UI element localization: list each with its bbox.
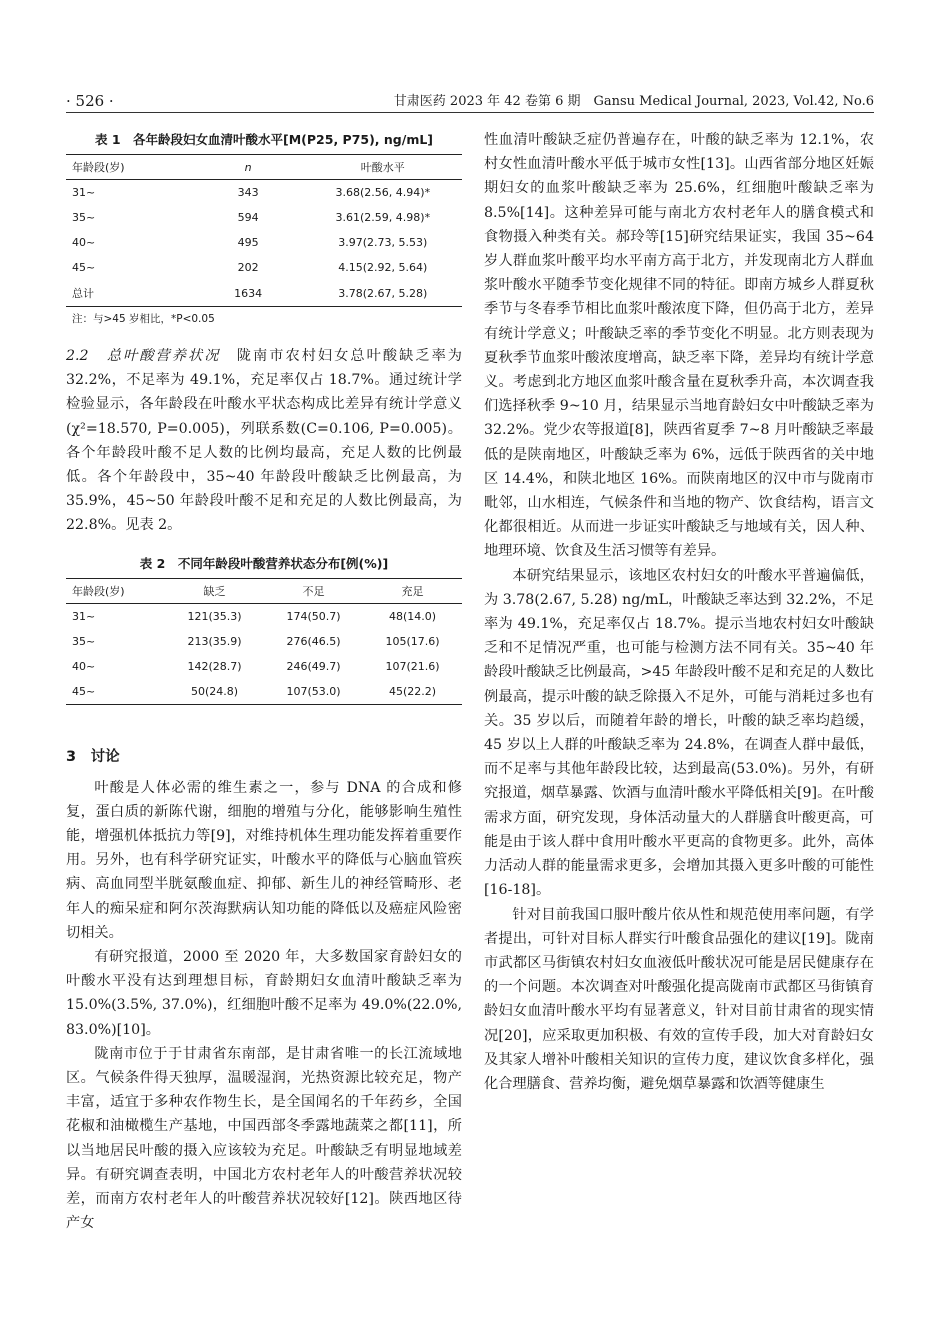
table-cell: 343 [237, 186, 259, 199]
table-cell: 1634 [193, 280, 304, 307]
table-cell: 50(24.8) [165, 679, 264, 705]
table1-header: 叶酸水平 [304, 155, 462, 180]
table1-header: n [193, 155, 304, 180]
table-cell: 105(17.6) [385, 634, 440, 648]
table2-header: 年龄段(岁) [66, 578, 165, 603]
table-cell: 35~ [72, 634, 96, 648]
table1-note: 注：与>45 岁相比，*P<0.05 [72, 313, 215, 325]
table2-title: 表 2 不同年龄段叶酸营养状态分布[例(%)] [139, 555, 389, 571]
table-cell: 总计 [66, 280, 193, 307]
paragraph: 针对目前我国口服叶酸片依从性和规范使用率问题，有学者提出，可针对目标人群实行叶酸食品强化的建议[19]。陇南市武都区马街镇农村妇女血液低叶酸状况可能是居民健康存在的一个问题。本次调查对叶酸强化提高陇南市武都区马街镇育龄妇女血清叶酸水平均有显著意义，针对目前甘肃省的现实情况[20]，应采取更加积极、有效的宣传手段，加大对育龄妇女及其家人增补叶酸相关知识的宣传力度，建议饮食多样化，强化合理膳食、营养均衡，避免烟草暴露和饮酒等健康生 [484, 906, 874, 1092]
table-row [66, 255, 462, 280]
section-2-2 [66, 344, 462, 538]
table-cell: 213(35.9) [187, 634, 242, 648]
table-cell: 40~ [72, 659, 96, 673]
table-cell: 48(14.0) [388, 609, 437, 623]
table-cell: 276(46.5) [286, 634, 341, 648]
paragraph: 陇南市位于于甘肃省东南部，是甘肃省唯一的长江流域地区。气候条件得天独厚，温暖湿润，光热资源比较充足，物产丰富，适宜于多种农作物生长，是全国闻名的千年药乡，全国花椒和油橄榄生产基地，中国西部冬季露地蔬菜之都[11]，所以当地居民叶酸的摄入应该较为充足。叶酸缺乏有明显地域差异。有研究调查表明，中国北方农村老年人的叶酸营养状况较差，而南方农村老年人的叶酸营养状况较好[12]。陕西地区待产女 [66, 1045, 462, 1232]
table-row [66, 679, 462, 705]
table-row [66, 603, 462, 629]
table-row [66, 654, 462, 679]
page-header [66, 88, 874, 113]
paragraph: 有研究报道，2000 至 2020 年，大多数国家育龄妇女的叶酸水平没有达到理想目标，育龄期妇女血清叶酸缺乏率为 15.0%(3.5%, 37.0%)，红细胞叶酸不足率为 49.0%(22.0%, 83.0%)[10]。 [66, 949, 462, 1038]
table-cell: 3.78(2.67, 5.28) [304, 280, 462, 307]
table2-header: 充足 [363, 578, 462, 603]
left-column [66, 124, 462, 1235]
table-cell: 142(28.7) [187, 659, 242, 673]
table2 [66, 578, 462, 705]
table-cell: 45~ [66, 679, 165, 705]
table-cell: 40~ [72, 236, 96, 249]
table2-header: 不足 [264, 578, 363, 603]
table-row [66, 180, 462, 206]
table-cell: 45(22.2) [363, 679, 462, 705]
table-cell: 121(35.3) [187, 609, 242, 623]
table-cell: 495 [237, 236, 259, 249]
section-2-2-text: 陇南市农村妇女总叶酸缺乏率为 32.2%，不足率为 49.1%，充足率仅占 18.7%。通过统计学检验显示，各年龄段在叶酸水平状态构成比差异有统计学意义(χ²=18.570, P=0.005)，列联系数(C=0.106, P=0.005)。各个年龄段叶酸不足人数的比例均最高，充足人数的比例最低。各个年龄段中，35~40 年龄段叶酸缺乏比例最高，为 35.9%，45~50 年龄段叶酸不足和充足的人数比例最高，为 22.8%。见表 2。 [66, 348, 462, 534]
table-cell: 31~ [72, 186, 96, 199]
table-row [66, 629, 462, 654]
table2-header: 缺乏 [165, 578, 264, 603]
section-2-2-heading: 2.2 总叶酸营养状况 [66, 348, 221, 364]
right-column [484, 128, 874, 1096]
table-cell: 35~ [72, 211, 96, 224]
table-cell: 45~ [72, 261, 96, 274]
table-cell: 107(21.6) [385, 659, 440, 673]
table-cell: 594 [237, 211, 259, 224]
table-cell: 31~ [72, 609, 96, 623]
table1 [66, 154, 462, 307]
section-3-heading: 3 讨论 [66, 748, 120, 765]
table-cell: 3.68(2.56, 4.94)* [335, 186, 431, 199]
table-cell: 4.15(2.92, 5.64) [338, 261, 428, 274]
table-cell: 107(53.0) [264, 679, 363, 705]
table-cell: 246(49.7) [286, 659, 341, 673]
page-number: · 526 · [66, 92, 114, 110]
paragraph: 性血清叶酸缺乏症仍普遍存在，叶酸的缺乏率为 12.1%，农村女性血清叶酸水平低于城市女性[13]。山西省部分地区妊娠期妇女的血浆叶酸缺乏率为 25.6%，红细胞叶酸缺乏率为 8.5%[14]。这种差异可能与南北方农村老年人的膳食模式和食物摄入种类有关。郝玲等[15]研究结果证实，我国 35~64 岁人群血浆叶酸平均水平南方高于北方，并发现南北方人群血浆叶酸水平随季节变化规律不同的特征。即南方城乡人群夏秋季节与冬春季节相比血浆叶酸浓度下降，但仍高于北方，差异有统计学意义；叶酸缺乏率的季节变化不明显。北方则表现为夏秋季节血浆叶酸浓度增高，缺乏率下降，差异均有统计学意义。考虑到北方地区血浆叶酸含量在夏秋季升高，本次调查我们选择秋季 9~10 月，结果显示当地育龄妇女中叶酸缺乏率为 32.2%。党少农等报道[8]，陕西省夏季 7~8 月叶酸缺乏率最低的是陕南地区，叶酸缺乏率为 6%，远低于陕西省的关中地区 14.4%，和陕北地区 16%。而陕南地区的汉中市与陇南市毗邻，山水相连，气候条件和当地的物产、饮食结构，语言文化都很相近。从而进一步证实叶酸缺乏与地域有关，因人种、地理环境、饮食及生活习惯等有差异。 [484, 132, 874, 560]
table-cell: 3.97(2.73, 5.53) [338, 236, 428, 249]
table-row [66, 230, 462, 255]
table-cell: 174(50.7) [286, 609, 341, 623]
table-row [66, 280, 462, 307]
table1-title: 表 1 各年龄段妇女血清叶酸水平[M(P25, P75), ng/mL] [94, 132, 434, 147]
journal-info: 甘肃医药 2023 年 42 卷第 6 期 Gansu Medical Journal, 2023, Vol.42, No.6 [393, 94, 874, 109]
table-row [66, 205, 462, 230]
paragraph: 叶酸是人体必需的维生素之一，参与 DNA 的合成和修复，蛋白质的新陈代谢，细胞的增殖与分化，能够影响生殖性能，增强机体抵抗力等[9]，对维持机体生理功能发挥着重要作用。另外，也有科学研究证实，叶酸水平的降低与心脑血管疾病、高血同型半胱氨酸血症、抑郁、新生儿的神经管畸形、老年人的痴呆症和阿尔茨海默病认知功能的降低以及癌症风险密切相关。 [66, 779, 462, 941]
table-cell: 3.61(2.59, 4.98)* [335, 211, 431, 224]
table-cell: 202 [237, 261, 259, 274]
paragraph: 本研究结果显示，该地区农村妇女的叶酸水平普遍偏低，为 3.78(2.67, 5.28) ng/mL，叶酸缺乏率达到 32.2%，不足率为 49.1%，充足率仅占 18.7%。提示当地农村妇女叶酸缺乏和不足情况严重，也可能与检测方法不同有关。35~40 年龄段叶酸缺乏比例最高，>45 年龄段叶酸不足和充足的人数比例最高，提示叶酸的缺乏除摄入不足外，可能与消耗过多也有关。35 岁以后，而随着年龄的增长，叶酸的缺乏率均趋缓，45 岁以上人群的叶酸缺乏率为 24.8%，在调查人群中最低，而不足率与其他年龄段比较，达到最高(53.0%)。另外，有研究报道，烟草暴露、饮酒与血清叶酸水平降低相关[9]。在叶酸需求方面，研究发现，身体活动量大的人群膳食叶酸更高，可能是由于该人群中食用叶酸水平更高的食物更多。此外，高体力活动人群的能量需求更多，会增加其摄入更多叶酸的可能性[16-18]。 [484, 567, 874, 899]
table1-header: 年龄段(岁) [66, 155, 193, 180]
